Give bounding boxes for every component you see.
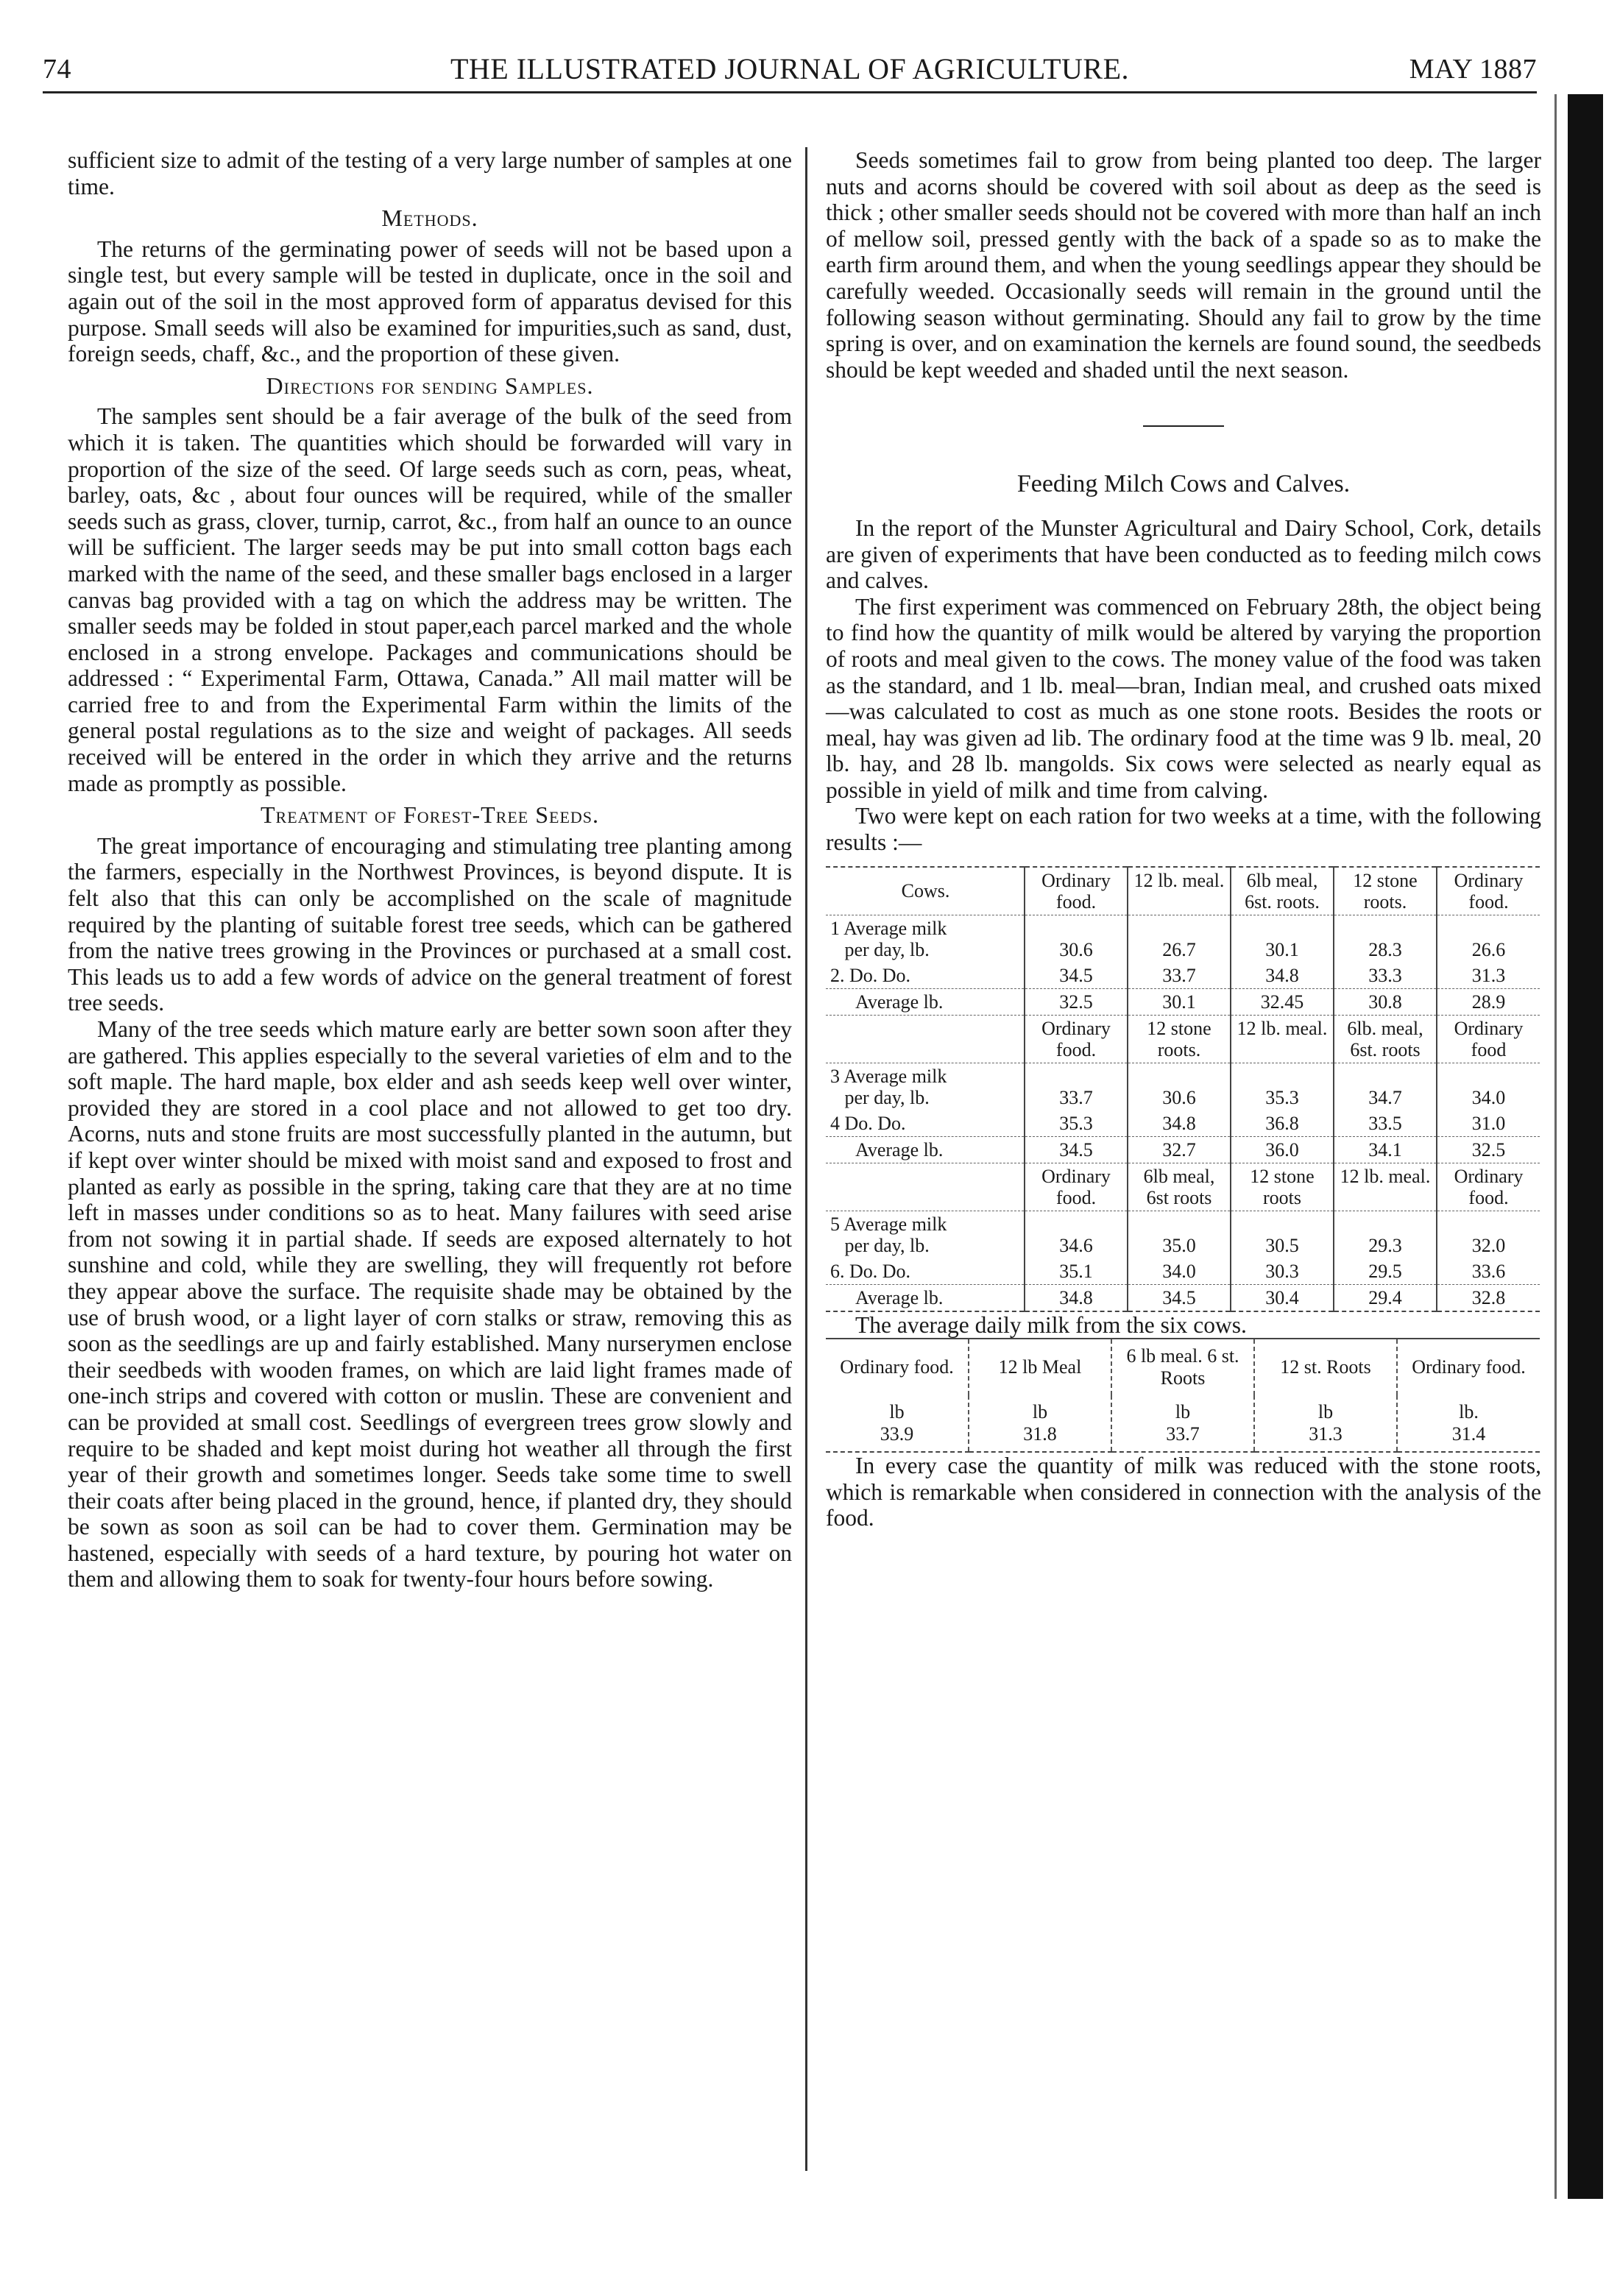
table-row (826, 1211, 1540, 1258)
ration-header: Ordinary food. (1437, 1163, 1540, 1211)
table-cell: 33.7 (1128, 963, 1231, 989)
ration-header: 12 lb. meal. (1231, 1015, 1334, 1063)
table-cell: 36.8 (1231, 1110, 1334, 1137)
table-cell: 34.6 (1025, 1211, 1128, 1258)
table-cell: 30.6 (1128, 1063, 1231, 1110)
table-cell: 30.3 (1231, 1258, 1334, 1285)
feeding-paragraph: Two were kept on each ration for two weeks at a time, with the following results :— (826, 803, 1541, 856)
page-number: 74 (43, 54, 71, 85)
table-header-row (826, 1339, 1540, 1395)
row-label: 6. Do. Do. (830, 1260, 911, 1282)
row-label: Average lb. (826, 1136, 1025, 1163)
table-header-row (826, 1015, 1540, 1063)
row-label: 4 Do. Do. (830, 1112, 906, 1134)
table-cell: 34.5 (1025, 963, 1128, 989)
table-cell: lb 33.7 (1111, 1395, 1254, 1452)
treatment-heading: Treatment of Forest-Tree Seeds. (260, 801, 600, 829)
closing-paragraph: In every case the quantity of milk was reduced with the stone roots, which is remarkable when considered in connection with the analysis of the food. (826, 1453, 1541, 1531)
ration-header: 6lb. meal, 6st. roots (1334, 1015, 1437, 1063)
table-cell: 33.5 (1334, 1110, 1437, 1137)
section-rule (1143, 425, 1224, 427)
blank-cell (826, 1163, 1025, 1211)
table-cell: 31.3 (1437, 963, 1540, 989)
ration-header: Ordinary food. (1437, 867, 1540, 915)
average-milk-table (826, 1338, 1540, 1453)
table-cell: 26.7 (1128, 915, 1231, 963)
table-cell: 28.3 (1334, 915, 1437, 963)
table-average-row (826, 988, 1540, 1015)
ration-header: Ordinary food. (1025, 1015, 1128, 1063)
table-cell: 30.4 (1231, 1284, 1334, 1311)
seeds-paragraph: Seeds sometimes fail to grow from being planted too deep. The larger nuts and acorns should be covered with soil about as deep as the seed is thick ; other smaller seeds should not be covered with more than half an inch of mellow soil, pressed gently with the back of a spade so as to make the earth firm around them, and when the young seedlings appear they should be carefully weeded. Occasionally seeds will remain in the ground until the following season without germinating. Should any fail to grow by the time spring is over, and on examination the kernels are found sound, the seedbeds should be kept weeded and shaded until the next season. (826, 147, 1541, 383)
table-average-row (826, 1136, 1540, 1163)
cows-header: Cows. (826, 867, 1025, 915)
journal-title: THE ILLUSTRATED JOURNAL OF AGRICULTURE. (450, 52, 1130, 85)
row-label: 3 Average milk per day, lb. (826, 1063, 1025, 1110)
ration-header: 6lb meal, 6st roots (1128, 1163, 1231, 1211)
table-cell: 32.45 (1231, 988, 1334, 1015)
treatment-paragraph: The great importance of encouraging and stimulating tree planting among the farmers, especially in the Northwest Provinces, is beyond dispute. It is felt also that this can only be accomplished on the scale of magnitude required by the planting of suitable forest tree seeds, which can be gathered from the native trees growing in the Provinces or purchased at a small cost. This leads us to add a few words of advice on the general treatment of forest tree seeds. (68, 832, 792, 1016)
ration-header: 12 stone roots. (1334, 867, 1437, 915)
feeding-results-table (826, 866, 1540, 1312)
table-cell: 32.5 (1437, 1136, 1540, 1163)
table-cell: lb 31.8 (969, 1395, 1111, 1452)
table-row (826, 963, 1540, 989)
table-cell: 32.5 (1025, 988, 1128, 1015)
left-column (68, 147, 792, 1592)
table-cell: 35.3 (1025, 1110, 1128, 1137)
directions-heading: Directions for sending Samples. (266, 372, 594, 399)
ration-header: 12 stone roots (1231, 1163, 1334, 1211)
table-cell: 34.0 (1128, 1258, 1231, 1285)
ration-header: 12 st. Roots (1254, 1339, 1397, 1395)
ration-header: Ordinary food. (826, 1339, 969, 1395)
table-row (826, 1395, 1540, 1452)
ration-header: 6 lb meal. 6 st. Roots (1111, 1339, 1254, 1395)
table-cell: 32.7 (1128, 1136, 1231, 1163)
feeding-paragraph: In the report of the Munster Agricultural and Dairy School, Cork, details are given of experiments that have been conducted as to feeding milch cows and calves. (826, 514, 1541, 594)
table-cell: 32.8 (1437, 1284, 1540, 1311)
table-cell: 29.3 (1334, 1211, 1437, 1258)
average-table-caption: The average daily milk from the six cows. (855, 1311, 1247, 1338)
table-cell: 33.3 (1334, 963, 1437, 989)
table-row (826, 1063, 1540, 1110)
methods-paragraph: The returns of the germinating power of seeds will not be based upon a single test, but every sample will be tested in duplicate, once in the soil and again out of the soil in the most approved form of apparatus devised for this purpose. Small seeds will also be examined for impurities,such as sand, dust, foreign seeds, chaff, &c., and the proportion of these given. (68, 235, 792, 367)
row-label: Average lb. (826, 1284, 1025, 1311)
issue-date: MAY 1887 (1409, 54, 1537, 85)
ration-header: 12 lb. meal. (1334, 1163, 1437, 1211)
ration-header: Ordinary food. (1025, 1163, 1128, 1211)
ration-header: 12 stone roots. (1128, 1015, 1231, 1063)
feeding-paragraph: The first experiment was commenced on February 28th, the object being to find how the quantity of milk would be altered by varying the proportion of roots and meal given to the cows. The money value of the food was taken as the standard, and 1 lb. meal—bran, Indian meal, and crushed oats mixed—was calculated to cost as much as one stone roots. Besides the roots or meal, hay was given ad lib. The ordinary food at the time was 9 lb. meal, 20 lb. hay, and 28 lb. mangolds. Six cows were selected as nearly equal as possible in yield of milk and time from calving. (826, 593, 1541, 803)
blank-cell (826, 1015, 1025, 1063)
table-average-row (826, 1284, 1540, 1311)
table-cell: 34.8 (1231, 963, 1334, 989)
row-label: 1 Average milk per day, lb. (826, 915, 1025, 963)
treatment-paragraph: Many of the tree seeds which mature early are better sown soon after they are gathered. This applies especially to the several varieties of elm and to the soft maple. The hard maple, box elder and ash seeds keep well over winter, provided they are stored in a cool place and not allowed to get too dry. Acorns, nuts and stone fruits are most successfully planted in the autumn, but if kept over winter should be mixed with moist sand and exposed to frost and planted as early as possible in the spring, taking care that they are at no time left in masses under conditions so as to heat. Many failures with seed arise from not sowing it in partial shade. If seeds are exposed alternately to hot sunshine and cold, while they are swelling, they will frequently rot before they appear above the surface. The requisite shade may be obtained by the use of brush wood, or a light layer of corn stalks or straw, removing this as soon as the seedlings are up and fairly established. Many nurserymen enclose their seedbeds with wooden frames, on which are laid light frames made of one-inch strips and covered with cotton or muslin. These are convenient and can be provided at small cost. Seedlings of evergreen trees grow slowly and require to be shaded and kept moist during hot weather all through the first year of their growth and sometimes longer. Seeds take some time to swell their coats after being placed in the ground, hence, if planted dry, they should be sown as soon as soil can be had to cover them. Germination may be hastened, especially with seeds of a hard texture, by pouring hot water on them and allowing them to soak for twenty-four hours before sowing. (68, 1016, 792, 1592)
ration-header: Ordinary food. (1397, 1339, 1540, 1395)
table-cell: 33.7 (1025, 1063, 1128, 1110)
table-cell: 34.5 (1128, 1284, 1231, 1311)
header-rule (43, 91, 1537, 93)
table-cell: 29.5 (1334, 1258, 1437, 1285)
table-cell: 35.1 (1025, 1258, 1128, 1285)
table-cell: 34.7 (1334, 1063, 1437, 1110)
column-divider (805, 147, 807, 2171)
table-cell: 35.3 (1231, 1063, 1334, 1110)
table-cell: lb. 31.4 (1397, 1395, 1540, 1452)
scan-edge-shadow (1568, 94, 1603, 2199)
intro-paragraph: sufficient size to admit of the testing of a very large number of samples at one time. (68, 147, 792, 199)
table-cell: 34.8 (1025, 1284, 1128, 1311)
feeding-heading: Feeding Milch Cows and Calves. (1016, 470, 1351, 498)
row-label: 5 Average milk per day, lb. (826, 1211, 1025, 1258)
directions-paragraph: The samples sent should be a fair average of the bulk of the seed from which it is taken. The quantities which should be forwarded will vary in proportion of the size of the seed. Of large seeds such as corn, peas, wheat, barley, oats, &c , about four ounces will be required, while of the smaller seeds such as grass, clover, turnip, carrot, &c., from half an ounce to an ounce will be sufficient. The larger seeds may be put into small cotton bags each marked with the name of the seed, and these smaller bags enclosed in a larger canvas bag provided with a tag on which the address may be written. The smaller seeds may be folded in stout paper,each parcel marked and the whole enclosed in a strong envelope. Packages and communications should be addressed : “ Experimental Farm, Ottawa, Canada.” All mail matter will be carried free to and from the Experimental Farm within the limits of the general postal regulations as to the size and weight of packages. All seeds received will be entered in the order in which they arrive and the returns made as promptly as possible. (68, 403, 792, 796)
row-label: Average lb. (826, 988, 1025, 1015)
table-header-row (826, 867, 1540, 915)
table-cell: lb 31.3 (1254, 1395, 1397, 1452)
right-column (826, 147, 1541, 1531)
table-cell: 34.1 (1334, 1136, 1437, 1163)
table-cell: 26.6 (1437, 915, 1540, 963)
ration-header: 12 lb. meal. (1128, 867, 1231, 915)
table-cell: 34.0 (1437, 1063, 1540, 1110)
ration-header: Ordinary food. (1025, 867, 1128, 915)
page-header (43, 46, 1537, 90)
row-label: 2. Do. Do. (830, 964, 911, 986)
table-header-row (826, 1163, 1540, 1211)
table-row (826, 1110, 1540, 1137)
table-cell: 36.0 (1231, 1136, 1334, 1163)
table-cell: 34.5 (1025, 1136, 1128, 1163)
table-cell: 32.0 (1437, 1211, 1540, 1258)
ration-header: 6lb meal, 6st. roots. (1231, 867, 1334, 915)
ration-header: 12 lb Meal (969, 1339, 1111, 1395)
table-row (826, 915, 1540, 963)
ration-header: Ordinary food (1437, 1015, 1540, 1063)
scan-edge-line (1554, 94, 1557, 2199)
table-cell: 28.9 (1437, 988, 1540, 1015)
table-cell: 30.1 (1128, 988, 1231, 1015)
table-cell: 30.5 (1231, 1211, 1334, 1258)
table-cell: 35.0 (1128, 1211, 1231, 1258)
table-cell: 30.1 (1231, 915, 1334, 963)
table-cell: 33.6 (1437, 1258, 1540, 1285)
methods-heading: Methods. (381, 205, 478, 232)
table-cell: 31.0 (1437, 1110, 1540, 1137)
table-cell: lb 33.9 (826, 1395, 969, 1452)
table-cell: 30.6 (1025, 915, 1128, 963)
table-cell: 29.4 (1334, 1284, 1437, 1311)
table-cell: 34.8 (1128, 1110, 1231, 1137)
table-cell: 30.8 (1334, 988, 1437, 1015)
table-row (826, 1258, 1540, 1285)
